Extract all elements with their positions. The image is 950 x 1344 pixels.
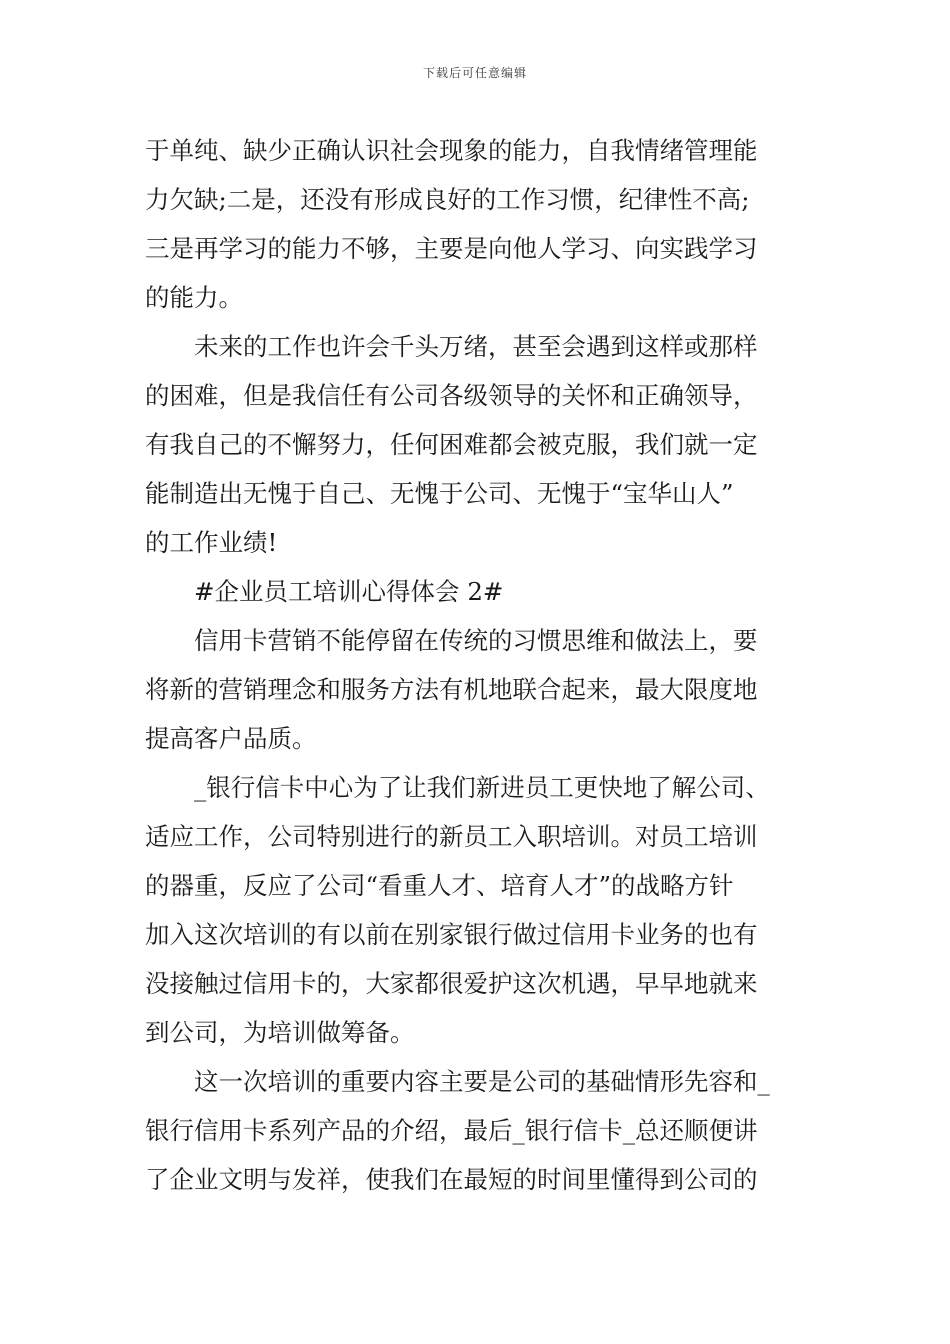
text-line: 加入这次培训的有以前在别家银行做过信用卡业务的也有: [145, 920, 758, 949]
text-line: 于单纯、缺少正确认识社会现象的能力，自我情绪管理能: [145, 136, 758, 165]
text-line: 没接触过信用卡的，大家都很爱护这次机遇，早早地就来: [145, 969, 758, 998]
text-line: 的困难，但是我信任有公司各级领导的关怀和正确领导，: [145, 381, 758, 410]
page-header: 下载后可任意编辑: [422, 66, 527, 80]
text-line: 将新的营销理念和服务方法有机地联合起来，最大限度地: [145, 675, 758, 704]
paragraph-start: 信用卡营销不能停留在传统的习惯思维和做法上，要: [194, 626, 758, 655]
text-line: 的器重，反应了公司“看重人才、培育人才”的战略方针: [145, 871, 734, 900]
text-line: 适应工作，公司特别进行的新员工入职培训。对员工培训: [145, 822, 758, 851]
text-line: 能制造出无愧于自己、无愧于公司、无愧于“宝华山人”: [145, 479, 734, 508]
text-line: 提高客户品质。: [145, 724, 317, 753]
text-line: 的能力。: [145, 283, 243, 312]
text-line: 的工作业绩!: [145, 528, 278, 557]
paragraph-start: _银行信卡中心为了让我们新进员工更快地了解公司、: [194, 773, 770, 802]
text-line: 三是再学习的能力不够，主要是向他人学习、向实践学习: [145, 234, 758, 263]
text-line: 力欠缺;二是，还没有形成良好的工作习惯，纪律性不高;: [145, 185, 750, 214]
section-heading: #企业员工培训心得体会 2#: [194, 577, 504, 606]
text-line: 了企业文明与发祥，使我们在最短的时间里懂得到公司的: [145, 1165, 758, 1194]
text-line: 银行信用卡系列产品的介绍，最后_银行信卡_总还顺便讲: [145, 1116, 758, 1145]
document-body: [145, 126, 810, 1204]
paragraph-start: 未来的工作也许会千头万绪，甚至会遇到这样或那样: [194, 332, 758, 361]
text-line: 有我自己的不懈努力，任何困难都会被克服，我们就一定: [145, 430, 758, 459]
paragraph-start: 这一次培训的重要内容主要是公司的基础情形先容和_: [194, 1067, 770, 1096]
text-line: 到公司，为培训做筹备。: [145, 1018, 415, 1047]
